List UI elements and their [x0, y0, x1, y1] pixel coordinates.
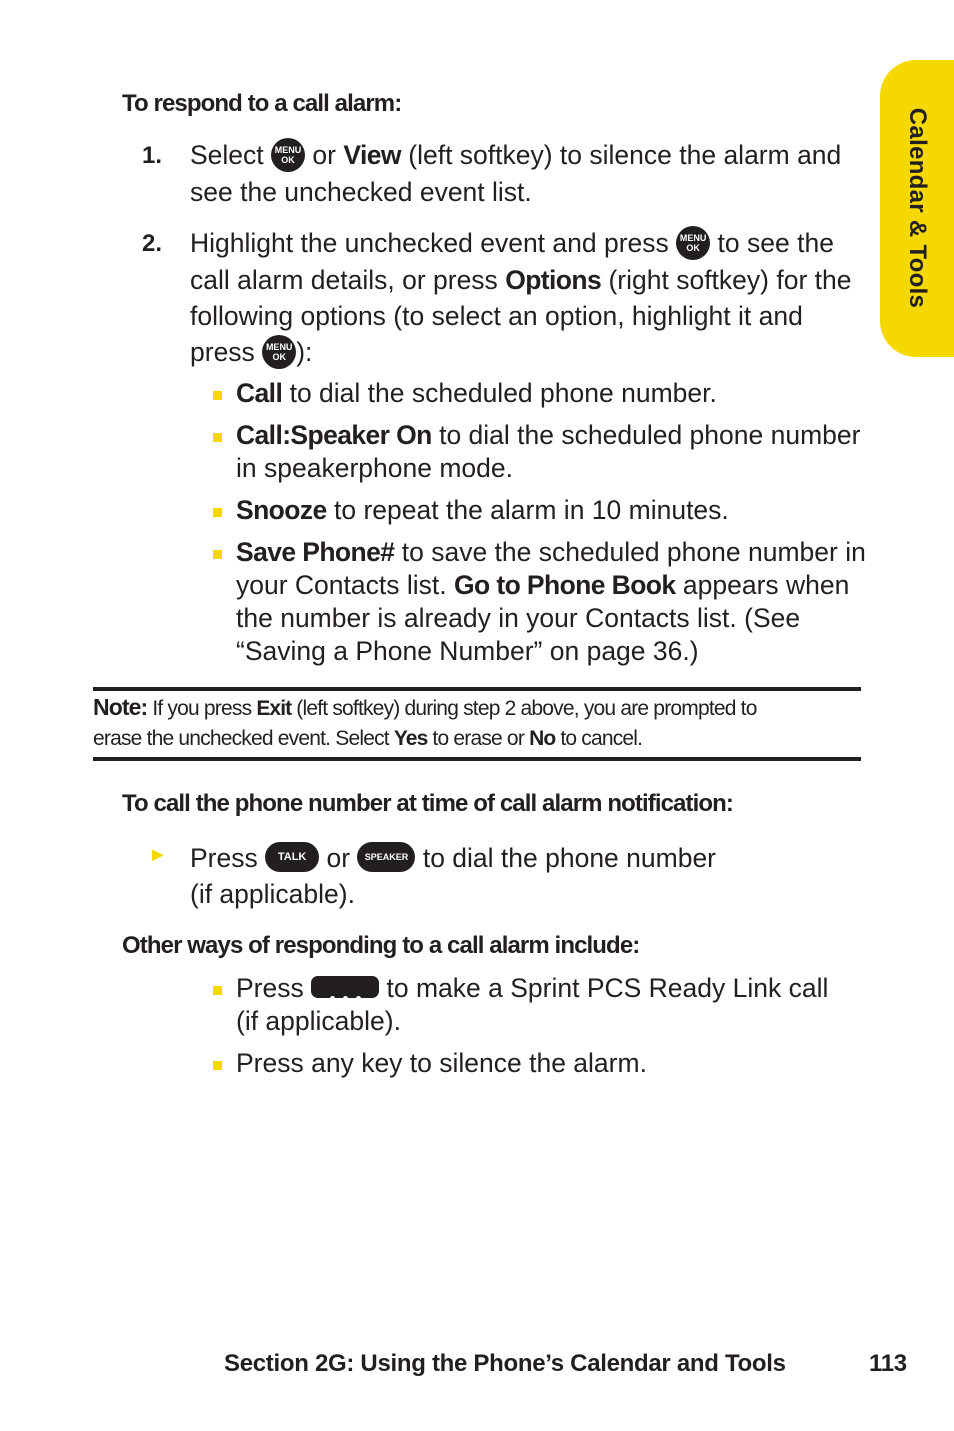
- step-2-text: [190, 225, 860, 371]
- arrow-bullet-icon: ►: [148, 844, 168, 866]
- section-tab-label: Calendar & Tools: [904, 107, 931, 309]
- options-softkey-label: Options: [505, 265, 602, 295]
- note-top-rule: [93, 687, 861, 691]
- bullet-square-icon: [213, 550, 222, 559]
- call-instruction: Press TALK or SPEAKER to dial the phone number (if applicable).: [190, 843, 717, 909]
- step-1-text: [190, 137, 860, 210]
- bullet-square-icon: [213, 986, 222, 995]
- option-call-speaker-on: Call:Speaker On to dial the scheduled phone number in speakerphone mode.: [236, 420, 861, 483]
- menu-ok-key-icon: MENU OK: [676, 226, 710, 260]
- speaker-key-icon: SPEAKER: [357, 842, 415, 872]
- page-number: 113: [869, 1350, 907, 1377]
- step-2-line-1: Highlight the unchecked event and press MENU OK to see the: [190, 228, 834, 258]
- menu-ok-key-icon: MENU OK: [271, 138, 305, 172]
- view-softkey-label: View: [343, 140, 401, 170]
- step-number-1: 1.: [142, 142, 163, 169]
- option-save-phone: Save Phone# to save the scheduled phone number in your Contacts list. Go to Phone Book appears when the number is already in your Contacts list. (See “Saving a Phone Number” on page 36.): [236, 537, 866, 666]
- bullet-square-icon: [213, 433, 222, 442]
- menu-ok-key-icon: MENU OK: [262, 335, 296, 369]
- section-heading-other-ways: Other ways of responding to a call alarm include:: [122, 932, 640, 959]
- bullet-square-icon: [213, 1061, 222, 1070]
- talk-key-icon: TALK: [265, 842, 319, 872]
- ready-link-option: Press to make a Sprint PCS Ready Link call (if applicable).: [236, 973, 829, 1036]
- step-2-line-3: following options (to select an option, highlight it and: [190, 301, 803, 331]
- section-heading-call-number: To call the phone number at time of call alarm notification:: [122, 790, 733, 817]
- option-snooze: Snooze to repeat the alarm in 10 minutes.: [236, 495, 729, 525]
- step-2-line-2: call alarm details, or press Options (right softkey) for the: [190, 265, 852, 295]
- note-bottom-rule: [93, 757, 861, 761]
- note-box: Note: If you press Exit (left softkey) during step 2 above, you are prompted to erase the unchecked event. Select Yes to erase or No to cancel.: [93, 694, 757, 750]
- silence-option: Press any key to silence the alarm.: [236, 1048, 647, 1078]
- note-label: Note:: [93, 694, 148, 720]
- step-number-2: 2.: [142, 230, 163, 257]
- step-1-line-2: see the unchecked event list.: [190, 177, 532, 207]
- step-2-line-4: press MENU OK ):: [190, 337, 313, 367]
- section-heading-respond: To respond to a call alarm:: [122, 90, 402, 117]
- bullet-square-icon: [213, 508, 222, 517]
- footer-section-title: Section 2G: Using the Phone’s Calendar and Tools: [224, 1350, 786, 1377]
- bullet-square-icon: [213, 391, 222, 400]
- ready-link-key-icon: [311, 976, 379, 998]
- step-1-line-1: Select MENU OK or View (left softkey) to silence the alarm and: [190, 140, 842, 170]
- option-call: Call to dial the scheduled phone number.: [236, 378, 717, 408]
